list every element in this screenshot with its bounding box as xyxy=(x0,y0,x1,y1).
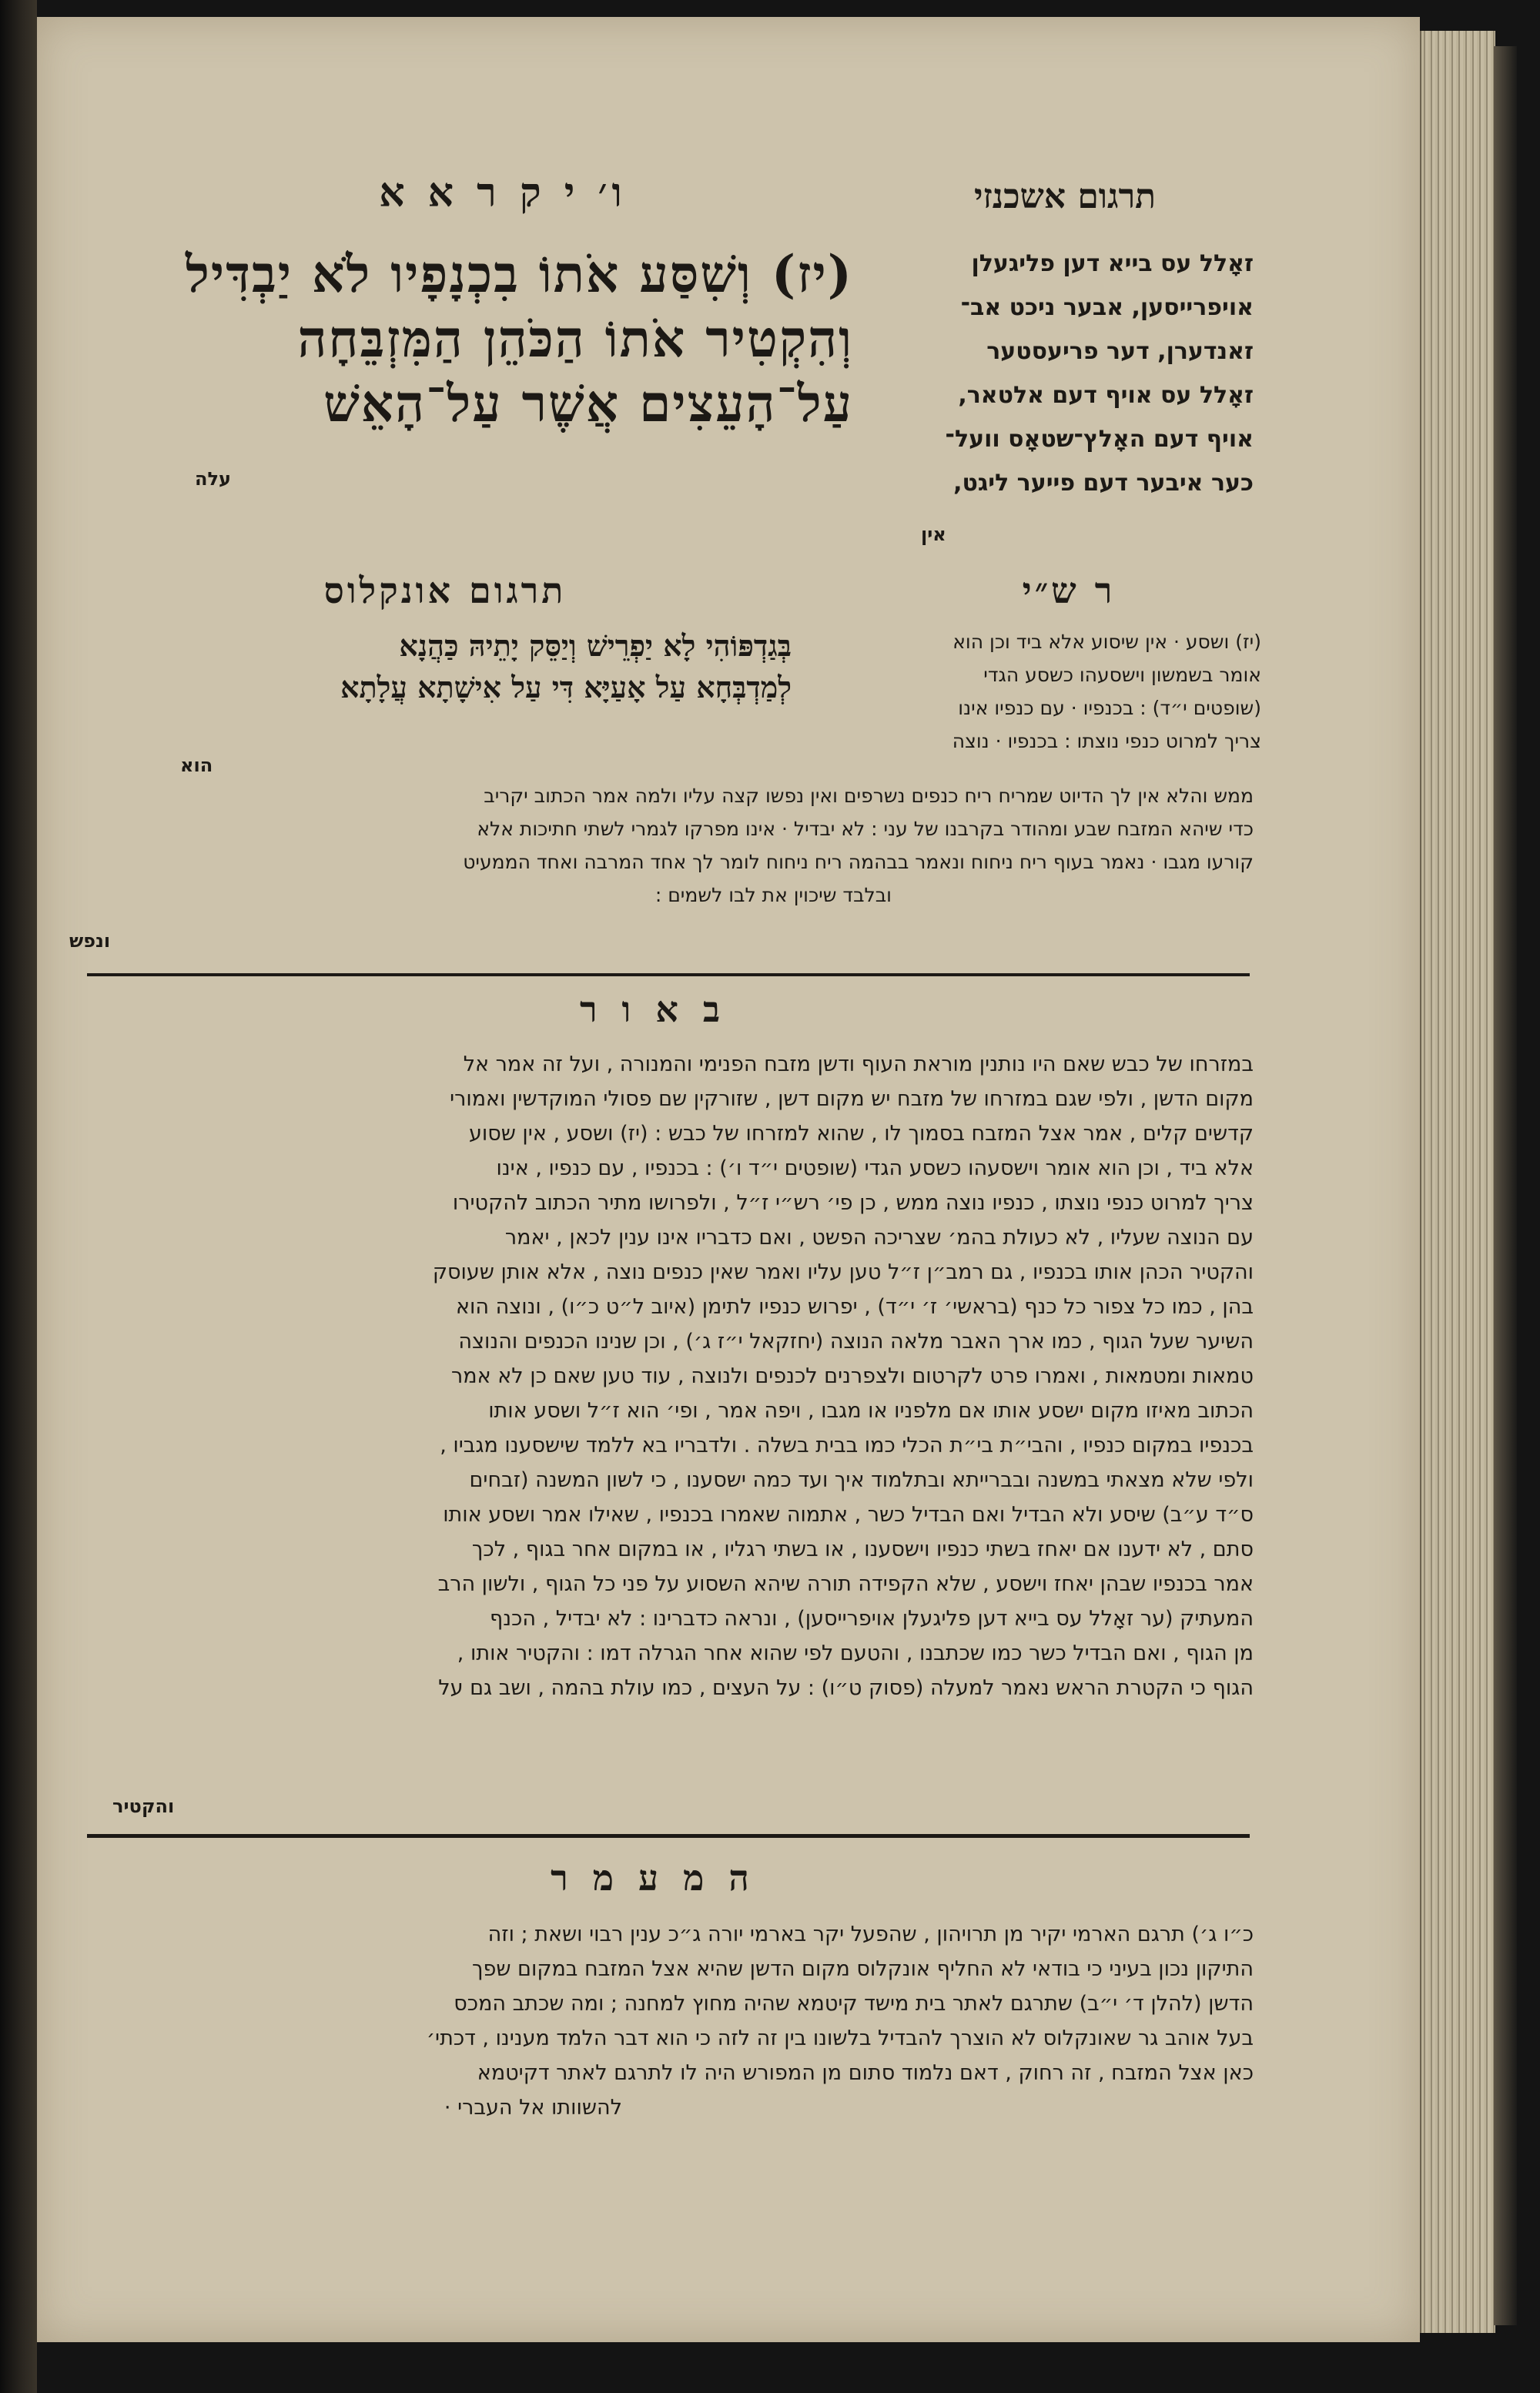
biur-line-10: טמאות ומטמאות , ואמרו פרט לקרטום ולצפרנים לכנפים ולנוצה , עוד טען שאם כן לא אמר xyxy=(451,1364,1254,1388)
biur-line-17: המעתיק (ער זאָלל עס בייא דען פליגעלן אויפרייסען) , ונראה כדברינו : לא יבדיל , הכנף xyxy=(490,1607,1254,1631)
hameamer-line-1: כ״ו ג׳) תרגם הארמי יקיר מן תרויהון , שהפעל יקר בארמי יורה ג״כ ענין רבוי ושאת ; וזה xyxy=(487,1923,1254,1946)
hameamer-block xyxy=(68,1917,1254,2148)
rashi-line-2: אומר בשמשון וישסעהו כשסע הגדי xyxy=(983,664,1261,686)
yiddish-catchword: אין xyxy=(921,524,946,545)
biur-line-9: השיער שעל הגוף , כמו ארך האבר מלאה הנוצה (יחזקאל י״ז ג׳) , וכן שנינו הכנפים והנוצה xyxy=(458,1330,1254,1354)
biur-line-18: מן הגוף , ואם הבדיל כשר כמו שכתבנו , והטעם לפי שהוא אחר הגרלה דמו : והקטיר אותו , xyxy=(457,1642,1254,1665)
hameamer-line-3: הדשן (להלן ד׳ י״ב) שתרגם לאתר בית מישד קיטמא שהיה מחוץ למחנה ; ומה שכתב המכס xyxy=(454,1992,1254,2016)
rashi-full-line-1: ממש והלא אין לך הדיוט שמריח ריח כנפים נשרפים ואין נפשו קצה עליו ולמה אמר הכתוב יקריב xyxy=(484,785,1254,807)
biur-catchword: והקטיר xyxy=(112,1796,175,1817)
onkelos-title: תרגום אונקלוס xyxy=(323,570,567,611)
onkelos-block xyxy=(83,625,792,718)
rashi-catchword-bottom: ונפש xyxy=(69,930,111,952)
biur-line-14: ס״ד ע״ב) שיסע ולא הבדיל ואם הבדיל כשר , אתמוה שאמרו בכנפיו , שאילו אמר ושסע אותו xyxy=(443,1503,1254,1527)
hameamer-line-4: בעל אוהב גר שאונקלוס לא הוצרך להבדיל בלשונו בין זה לזה כי הוא דבר הלמד מענינו , דכתי׳ xyxy=(426,2027,1254,2050)
hameamer-line-6: להשוותו אל העברי · xyxy=(444,2096,622,2120)
biur-line-19: הגוף כי הקטרת הראש נאמר למעלה (פסוק ט״ו) : על העצים , כמו עולת בהמה , ושב גם על xyxy=(438,1676,1254,1700)
onkelos-line-2: לְמַדְבְּחָא עַל אָעַיָּא דִּי עַל אִישָׁתָא עֲלָתָא xyxy=(340,670,792,705)
verse-block xyxy=(75,242,853,450)
section-rule-2 xyxy=(87,1834,1250,1838)
hameamer-title: ה מ ע מ ר xyxy=(551,1857,755,1899)
yiddish-line-4: זאָלל עס אויף דעם אלטאר, xyxy=(958,382,1254,409)
biur-line-7: והקטיר הכהן אותו בכנפיו , גם רמב״ן ז״ל טען עליו ואמר שאין כנפים נוצה , אלא אותן שעוסק xyxy=(432,1260,1254,1284)
yiddish-line-5: אויף דעם האָלץ־שטאָס וועל־ xyxy=(945,426,1254,453)
section-rule-1 xyxy=(87,973,1250,976)
rashi-full-width xyxy=(68,779,1254,925)
header-right-title: ו׳ י ק ר א א xyxy=(379,169,627,216)
biur-line-6: עם הנוצה שעליו , לא כעולת בהמ׳ שצריכה הפשט , ואם כדבריו אינו ענין לכאן , יאמר xyxy=(504,1226,1254,1250)
rashi-full-line-2: כדי שיהא המזבח שבע ומהודר בקרבנו של עני : לא יבדיל · אינו מפרקו לגמרי לשתי חתיכות אלא xyxy=(477,818,1254,840)
yiddish-line-1: זאָלל עס בייא דען פליגעלן xyxy=(971,250,1254,277)
biur-title: ב א ו ר xyxy=(579,989,727,1030)
page-edges xyxy=(1420,31,1495,2333)
rashi-line-4: צריך למרוט כנפי נוצתו : בכנפיו · נוצה xyxy=(952,730,1261,752)
book-page xyxy=(37,17,1420,2342)
verse-line-3: עַל־הָעֵצִים אֲשֶׁר עַל־הָאֵשׁ xyxy=(323,373,853,433)
verse-line-1: (יז) וְשִׁסַּע אֹתוֹ בִכְנָפָיו לֹא יַבְדִּיל xyxy=(186,244,853,304)
biur-line-5: צריך למרוט כנפי נוצתו , כנפיו נוצה ממש , כן פי׳ רש״י ז״ל , ולפרושו מתיר הכתוב להקטירו xyxy=(452,1191,1254,1215)
verse-line-2: וְהִקְטִיר אֹתוֹ הַכֹּהֵן הַמִּזְבֵּחָה xyxy=(297,309,853,369)
biur-line-2: מקום הדשן , ולפי שגם במזרחו של מזבח יש מקום דשן , שזורקין שם פסולי המוקדשין ואמורי xyxy=(450,1087,1254,1111)
biur-line-16: אמר בכנפיו שבהן יאחז וישסע , שלא הקפידה תורה שיהא השסוע על פני כל הגוף , ולשון הרב xyxy=(437,1572,1254,1596)
biur-line-1: במזרחו של כבש שאם היו נותנין מוראת העוף ודשן מזבח הפנימי והמנורה , ועל זה אמר אל xyxy=(463,1053,1254,1076)
biur-line-8: בהן , כמו כל צפור כל כנף (בראשי׳ ז׳ י״ד) , יפרוש כנפיו לתימן (איוב ל״ט כ״ו) , ונוצה הוא xyxy=(455,1295,1254,1319)
rashi-full-line-3: קורעו מגבו · נאמר בעוף ריח ניחוח ונאמר בבהמה ריח ניחוח לומר לך אחד המרבה ואחד הממעיט xyxy=(463,851,1254,873)
yiddish-line-2: אויפרייסען, אבער ניכט אב־ xyxy=(960,294,1254,321)
verse-catchword: עלה xyxy=(195,468,231,490)
onkelos-line-1: בְּגַדְפּוֹהִי לָא יַפְרֵישׁ וְיַסֵּק יָתֵיהּ כַּהֲנָא xyxy=(399,628,792,663)
rashi-full-line-4: ובלבד שיכוין את לבו לשמים : xyxy=(654,884,892,906)
yiddish-line-6: כער איבער דעם פייער ליגט, xyxy=(953,470,1254,497)
biur-line-3: קדשים קלים , אמר אצל המזבח בסמוך לו , שהוא למזרחו של כבש : (יז) ושסע , אין שסוע xyxy=(468,1122,1254,1146)
rashi-catchword-right: הוא xyxy=(180,755,213,776)
rashi-column xyxy=(799,625,1261,764)
hameamer-line-2: התיקון נכון בעיני כי בודאי לא החליף אונקלוס מקום הדשן שהיא אצל המזבח במקום שפך xyxy=(471,1957,1254,1981)
hameamer-line-5: כאן אצל המזבח , זה רחוק , דאם נלמוד סתום מן המפורש היה לו לתרגם לאתר דקיטמא xyxy=(477,2061,1254,2085)
yiddish-line-3: זאנדערן, דער פריעסטער xyxy=(986,338,1254,365)
biur-line-12: בכנפיו במקום כנפיו , והבי״ת בי״ת הכלי כמו בבית בשלה . ולדבריו בא ללמד שישסענו מגביו , xyxy=(440,1434,1254,1458)
biur-line-4: אלא ביד , וכן הוא אומר וישסעהו כשסע הגדי (שופטים י״ד ו׳) : בכנפיו , עם כנפיו , אינו xyxy=(496,1156,1254,1180)
biur-block xyxy=(68,1047,1254,1817)
yiddish-block xyxy=(830,242,1254,511)
biur-line-11: הכתוב מאיזו מקום ישסע אותו אם מלפניו או מגבו , ויפה אמר , ופי׳ הוא ז״ל ושסע אותו xyxy=(488,1399,1254,1423)
rashi-line-3: (שופטים י״ד) : בכנפיו · עם כנפיו אינו xyxy=(958,697,1261,719)
header-left-title: תרגום אשכנזי xyxy=(973,177,1157,216)
page-edges-shadow xyxy=(1494,46,1517,2325)
rashi-title: ר ש״י xyxy=(1022,570,1116,611)
biur-line-15: סתם , לא ידענו אם יאחז בשתי כנפיו וישסענו , או בשתי רגליו , או במקום אחר בגוף , לכך xyxy=(471,1538,1254,1561)
biur-line-13: ולפי שלא מצאתי במשנה ובברייתא ובתלמוד איך ועד כמה ישסענו , כי לשון המשנה (זבחים xyxy=(469,1468,1254,1492)
binding-gutter xyxy=(0,0,37,2393)
rashi-line-1: (יז) ושסע · אין שיסוע אלא ביד וכן הוא xyxy=(952,631,1261,653)
